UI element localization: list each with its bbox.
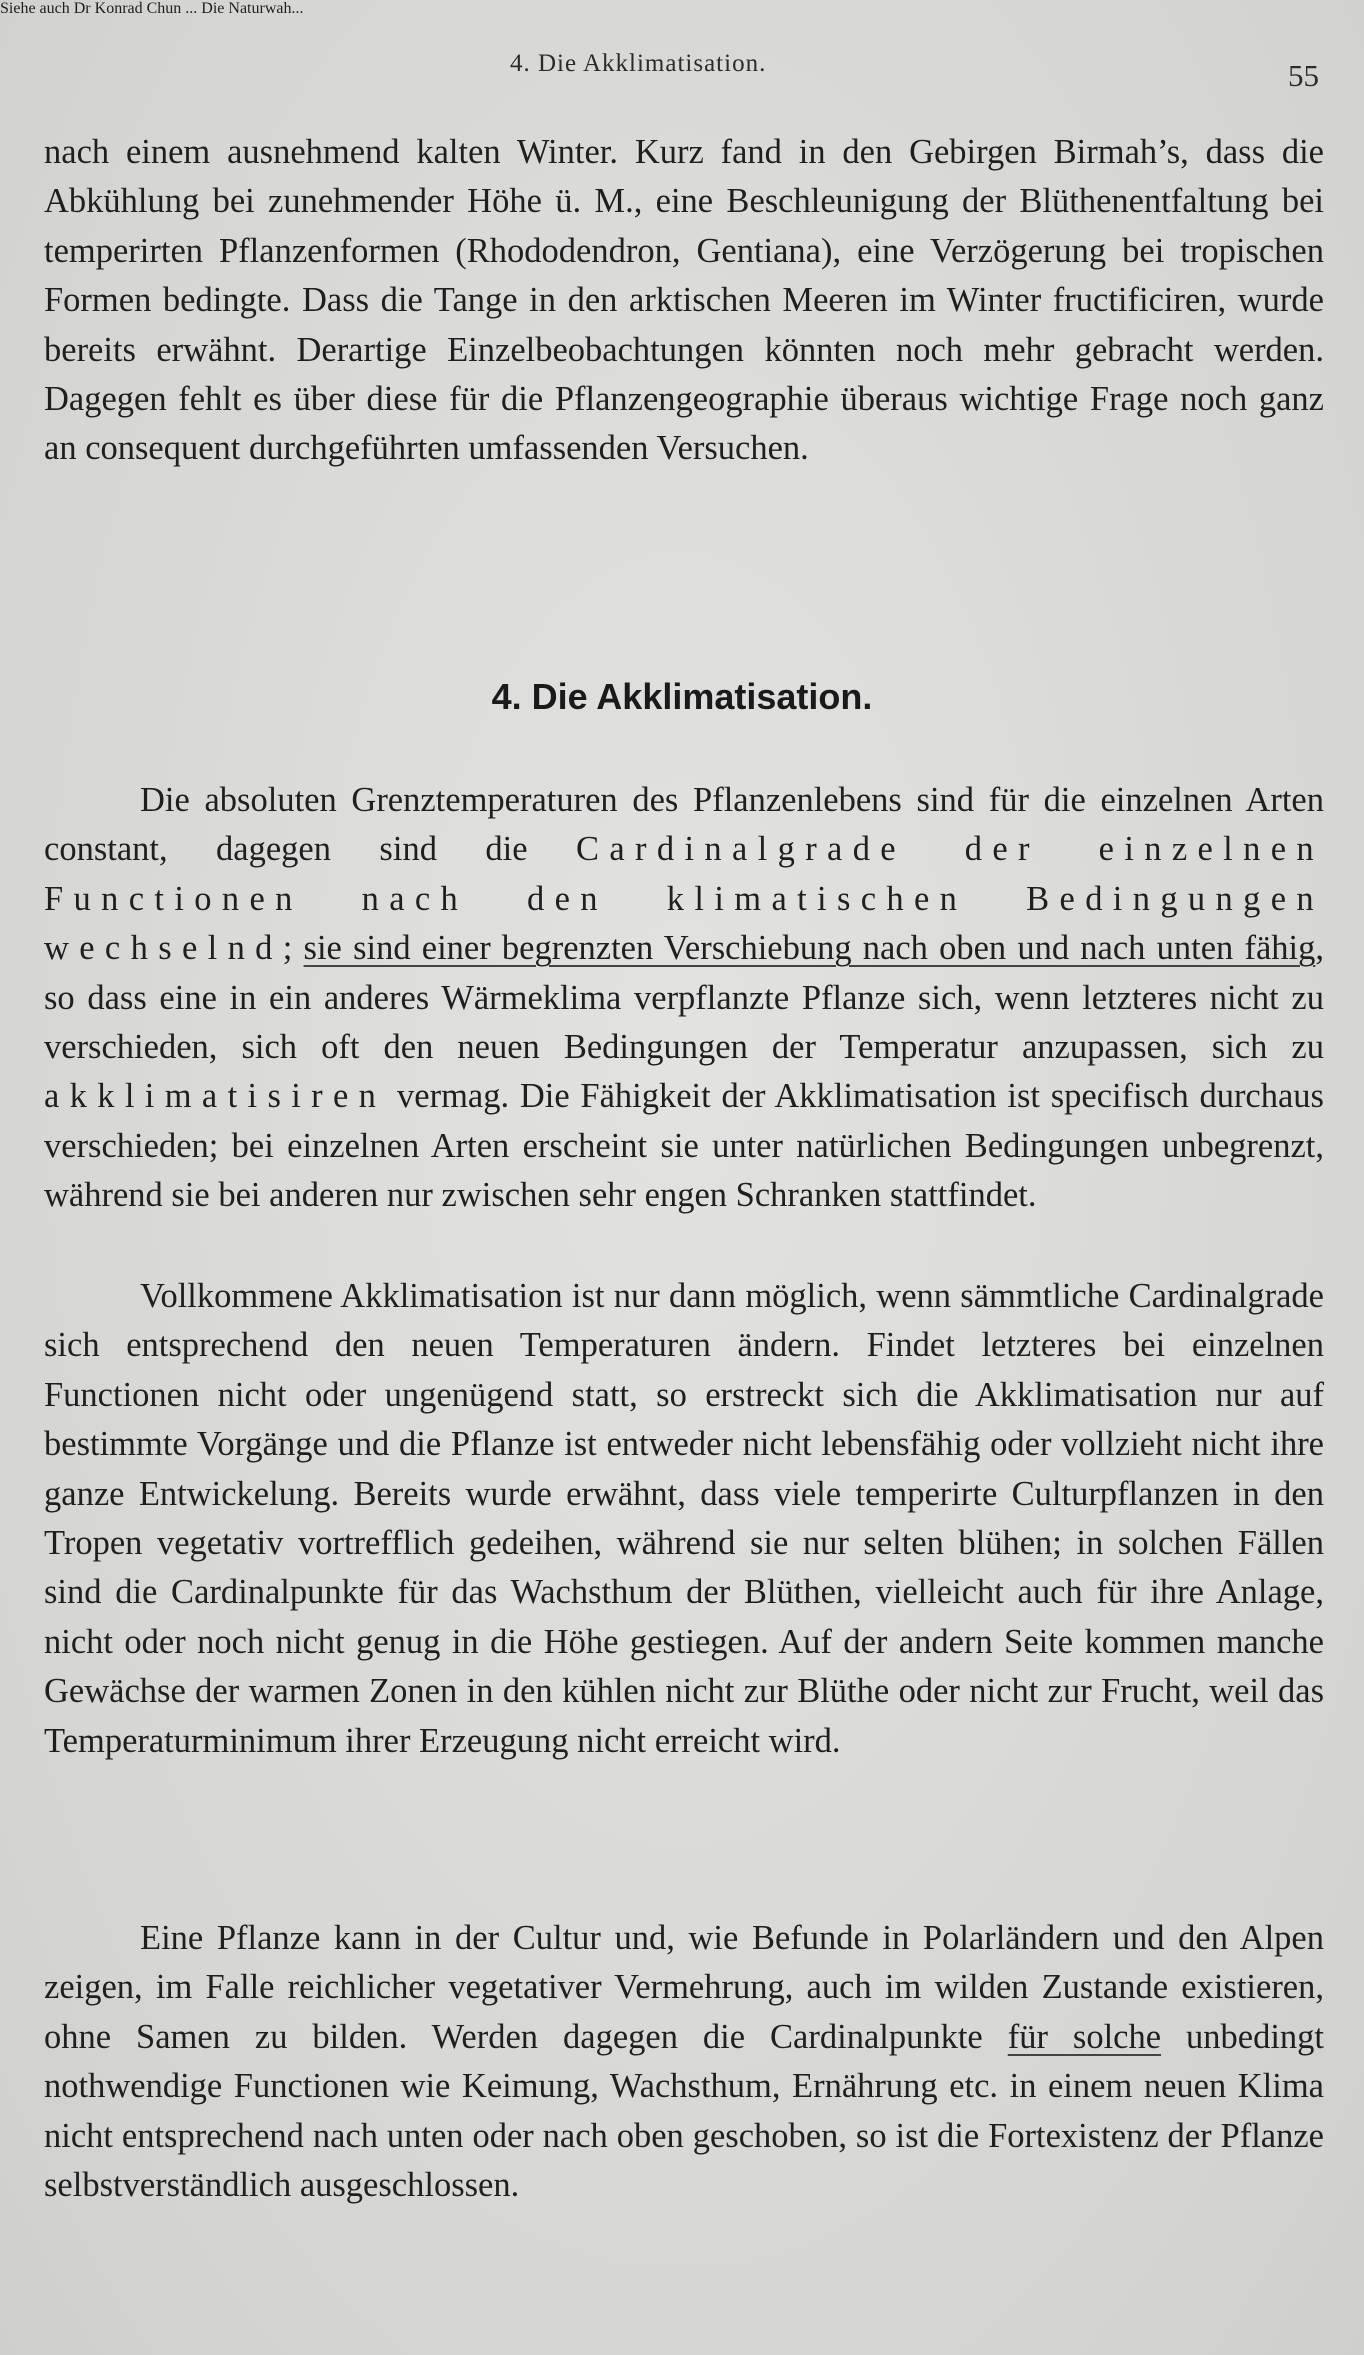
paragraph-4-text-b: unbedingt nothwendige Functionen wie Keimung, Wachsthum, Ernährung etc. in einem neuen Klima nicht entsprechend nach unten oder nach oben geschoben, so ist die Fortexistenz der Pflanze selbstverständlich ausgeschlossen.: [44, 2017, 1324, 2205]
paragraph-2-text-d: vermag. Die Fähigkeit der Akklimatisation ist specifisch durchaus verschieden; bei einzelnen Arten erscheint sie unter natürlichen Bedingungen unbegrenzt, während sie bei anderen nur zwischen sehr engen Schranken stattfindet.: [44, 1077, 1324, 1215]
paragraph-2-text-a: Die absoluten Grenztemperaturen des Pflanzenlebens sind für die einzelnen Arten constant, dagegen sind die: [44, 781, 1324, 869]
paragraph-1: nach einem ausnehmend kalten Winter. Kurz fand in den Gebirgen Birmah’s, dass die Abkühlung bei zunehmender Höhe ü. M., eine Beschleunigung der Blüthenentfaltung bei temperirten Pflanzenformen (Rhododendron, Gentiana), eine Verzögerung bei tropischen Formen bedingte. Dass die Tange in den arktischen Meeren im Winter fructificiren, wurde bereits erwähnt. Derartige Einzelbeobachtungen könnten noch mehr gebracht werden. Dagegen fehlt es über diese für die Pflanzengeographie überaus wichtige Frage noch ganz an consequent durchgeführten umfassenden Versuchen.: [44, 133, 1324, 468]
page-number: 55: [1288, 58, 1319, 93]
paragraph-4: [44, 1914, 1324, 2210]
handwritten-note-text: Siehe auch Dr Konrad Chun ... Die Naturwah...: [0, 0, 304, 17]
running-head: [0, 50, 1364, 93]
section-heading: 4. Die Akklimatisation.: [491, 676, 873, 717]
paragraph-4-text-a: Eine Pflanze kann in der Cultur und, wie Befunde in Polarländern und den Alpen zeigen, im Falle reichlicher vegetativer Vermehrung, auch im wilden Zustande existieren, ohne Samen zu bilden. Werden dagegen die Cardinalpunkte: [44, 1919, 1324, 2056]
paragraph-2-emphasis-cardinalgrade: Cardinalgrade der einzelnen Functionen nach den klimatischen Bedingungen wechselnd: [44, 830, 1324, 968]
paragraph-4-underlined-phrase: für solche: [1007, 2017, 1162, 2056]
paragraph-2-text-c: , so dass eine in ein anderes Wärmeklima verpflanzte Pflanze sich, wenn letzteres nicht zu verschieden, sich oft den neuen Bedingungen der Temperatur anzupassen, sich zu: [44, 929, 1324, 1067]
running-title: 4. Die Akklimatisation.: [510, 50, 767, 77]
paragraph-3: Vollkommene Akklimatisation ist nur dann möglich, wenn sämmtliche Cardinalgrade sich entsprechend den neuen Temperaturen ändern. Findet letzteres bei einzelnen Functionen nicht oder ungenügend statt, so erstreckt sich die Akklimatisation nur auf bestimmte Vorgänge und die Pflanze ist entweder nicht lebensfähig oder vollzieht nicht ihre ganze Entwickelung. Bereits wurde erwähnt, dass viele temperirte Culturpflanzen in den Tropen vegetativ vortrefflich gedeihen, während sie nur selten blühen; in solchen Fällen sind die Cardinalpunkte für das Wachsthum der Blüthen, vielleicht auch für ihre Anlage, nicht oder noch nicht genug in die Höhe gestiegen. Auf der andern Seite kommen manche Gewächse der warmen Zonen in den kühlen nicht zur Blüthe oder nicht zur Frucht, weil das Temperaturminimum ihrer Erzeugung nicht erreicht wird.: [44, 1277, 1324, 1760]
paragraph-2: [44, 776, 1324, 1221]
paragraph-2-text-b: ;: [282, 929, 304, 968]
paragraph-2-underlined-phrase: sie sind einer begrenzten Verschiebung nach oben und nach unten fähig: [303, 929, 1316, 968]
paragraph-2-emphasis-akklimatisiren: akklimatisiren: [44, 1077, 387, 1116]
